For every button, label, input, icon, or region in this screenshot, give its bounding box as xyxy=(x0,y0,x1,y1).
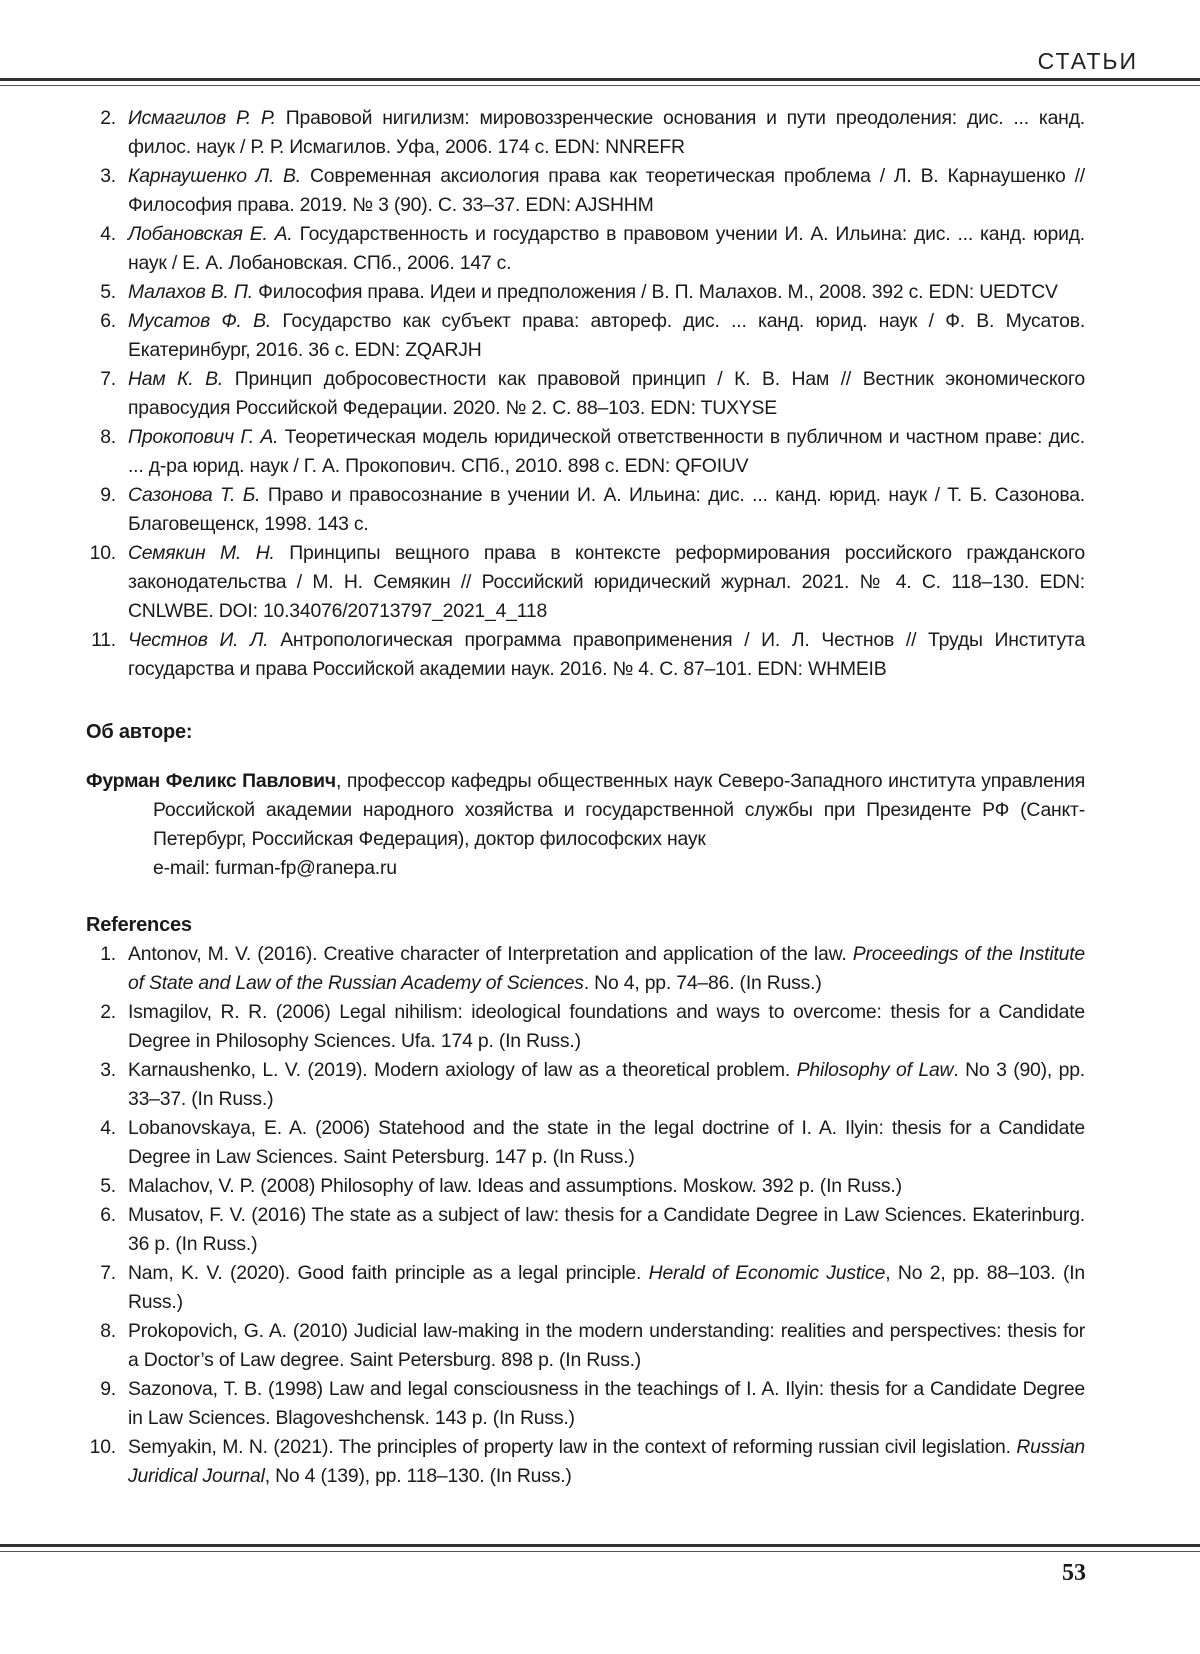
item-text: Философия права. Идеи и предположения / В. П. Малахов. М., 2008. 392 с. EDN: UEDTCV xyxy=(253,281,1058,303)
author-email: e-mail: furman-fp@ranepa.ru xyxy=(86,854,1085,883)
list-item xyxy=(86,1201,1085,1259)
item-text: Государственность и государство в правовом учении И. А. Ильина: дис. ... канд. юрид. наук / Е. А. Лобановская. СПб., 2006. 147 с. xyxy=(128,223,1085,274)
list-item xyxy=(86,307,1085,365)
item-author: Лобановская Е. А. xyxy=(128,223,293,245)
item-number: 4. xyxy=(86,1114,116,1143)
item-source: Herald of Economic Justice xyxy=(649,1262,886,1284)
item-author: Мусатов Ф. В. xyxy=(128,310,271,332)
item-source: Proceedings of the Institute of State and Law of the Russian Academy of Sciences xyxy=(128,943,1085,994)
item-text: Antonov, M. V. (2016). Creative character of Interpretation and application of the law. xyxy=(128,943,853,965)
author-description: , профессор кафедры общественных наук Северо-Западного института управления Российской академии народного хозяйства и государственной службы при Президенте РФ (Санкт-Петербург, Российская Федерация), доктор философских наук xyxy=(153,770,1085,850)
item-text: Musatov, F. V. (2016) The state as a subject of law: thesis for a Candidate Degree in Law Sciences. Ekaterinburg. 36 p. (In Russ.) xyxy=(128,1204,1085,1255)
item-number: 2. xyxy=(86,998,116,1027)
list-item xyxy=(86,220,1085,278)
item-number: 5. xyxy=(86,278,116,307)
item-author: Честнов И. Л. xyxy=(128,629,268,651)
list-item xyxy=(86,162,1085,220)
author-name: Фурман Феликс Павлович xyxy=(86,770,336,792)
item-text: Semyakin, M. N. (2021). The principles of property law in the context of reforming russian civil legislation. xyxy=(128,1436,1016,1458)
item-text: Ismagilov, R. R. (2006) Legal nihilism: ideological foundations and ways to overcome: thesis for a Candidate Degree in Philosophy Sciences. Ufa. 174 p. (In Russ.) xyxy=(128,1001,1085,1052)
item-number: 11. xyxy=(86,626,116,655)
item-source: Russian Juridical Journal xyxy=(128,1436,1085,1487)
list-item xyxy=(86,104,1085,162)
item-number: 8. xyxy=(86,1317,116,1346)
item-text: Принципы вещного права в контексте реформирования российского гражданского законодательства / М. Н. Семякин // Российский юридический журнал. 2021. № 4. С. 118–130. EDN: CNLWBE. DOI: 10.34076/20713797_2021_4_118 xyxy=(128,542,1085,622)
item-author: Нам К. В. xyxy=(128,368,223,390)
item-author: Карнаушенко Л. В. xyxy=(128,165,301,187)
item-author: Семякин М. Н. xyxy=(128,542,275,564)
item-text: Право и правосознание в учении И. А. Ильина: дис. ... канд. юрид. наук / Т. Б. Сазонова. Благовещенск, 1998. 143 с. xyxy=(128,484,1085,535)
item-text: Правовой нигилизм: мировоззренческие основания и пути преодоления: дис. ... канд. филос. наук / Р. Р. Исмагилов. Уфа, 2006. 174 с. EDN: NNREFR xyxy=(128,107,1085,158)
russian-reference-list xyxy=(86,104,1085,684)
page-number: 53 xyxy=(1062,1560,1086,1587)
item-number: 6. xyxy=(86,307,116,336)
item-number: 9. xyxy=(86,1375,116,1404)
header-rule-thick xyxy=(0,78,1200,81)
item-text: Malachov, V. P. (2008) Philosophy of law. Ideas and assumptions. Moskow. 392 p. (In Russ.) xyxy=(128,1175,902,1197)
item-text: Nam, K. V. (2020). Good faith principle as a legal principle. xyxy=(128,1262,649,1284)
item-text: Sazonova, T. B. (1998) Law and legal consciousness in the teachings of I. A. Ilyin: thesis for a Candidate Degree in Law Sciences. Blagoveshchensk. 143 p. (In Russ.) xyxy=(128,1378,1085,1429)
item-text: Теоретическая модель юридической ответственности в публичном и частном праве: дис. ... д-ра юрид. наук / Г. А. Прокопович. СПб., 2010. 898 с. EDN: QFOIUV xyxy=(128,426,1085,477)
item-text-end: , No 2, pp. 88–103. (In Russ.) xyxy=(128,1262,1085,1313)
list-item xyxy=(86,1114,1085,1172)
list-item xyxy=(86,998,1085,1056)
list-item xyxy=(86,626,1085,684)
item-number: 4. xyxy=(86,220,116,249)
item-text: Karnaushenko, L. V. (2019). Modern axiology of law as a theoretical problem. xyxy=(128,1059,797,1081)
item-number: 7. xyxy=(86,365,116,394)
item-number: 6. xyxy=(86,1201,116,1230)
list-item xyxy=(86,940,1085,998)
about-author-heading: Об авторе: xyxy=(86,718,1085,747)
item-number: 8. xyxy=(86,423,116,452)
list-item xyxy=(86,481,1085,539)
header-rule-thin xyxy=(0,85,1200,86)
list-item xyxy=(86,278,1085,307)
item-number: 3. xyxy=(86,1056,116,1085)
item-author: Сазонова Т. Б. xyxy=(128,484,260,506)
list-item xyxy=(86,1375,1085,1433)
item-text: Prokopovich, G. A. (2010) Judicial law-making in the modern understanding: realities and perspectives: thesis for a Doctor’s of Law degree. Saint Petersburg. 898 p. (In Russ.) xyxy=(128,1320,1085,1371)
item-author: Прокопович Г. А. xyxy=(128,426,278,448)
list-item xyxy=(86,1259,1085,1317)
item-number: 7. xyxy=(86,1259,116,1288)
item-source: Philosophy of Law xyxy=(797,1059,954,1081)
list-item xyxy=(86,1056,1085,1114)
footer-rule-thick xyxy=(0,1544,1200,1547)
item-number: 1. xyxy=(86,940,116,969)
references-heading: References xyxy=(86,911,1085,940)
item-number: 2. xyxy=(86,104,116,133)
item-number: 10. xyxy=(86,1433,116,1462)
english-reference-list xyxy=(86,940,1085,1491)
item-number: 3. xyxy=(86,162,116,191)
item-author: Исмагилов Р. Р. xyxy=(128,107,276,129)
item-text-end: , No 4 (139), pp. 118–130. (In Russ.) xyxy=(265,1465,572,1487)
item-text: Современная аксиология права как теоретическая проблема / Л. В. Карнаушенко // Философия права. 2019. № 3 (90). С. 33–37. EDN: AJSHHM xyxy=(128,165,1085,216)
list-item xyxy=(86,1172,1085,1201)
item-text: Lobanovskaya, E. A. (2006) Statehood and the state in the legal doctrine of I. A. Ilyin: thesis for a Candidate Degree in Law Sciences. Saint Petersburg. 147 p. (In Russ.) xyxy=(128,1117,1085,1168)
list-item xyxy=(86,1433,1085,1491)
item-number: 10. xyxy=(86,539,116,568)
item-text: Принцип добросовестности как правовой принцип / К. В. Нам // Вестник экономического правосудия Российской Федерации. 2020. № 2. С. 88–103. EDN: TUXYSE xyxy=(128,368,1085,419)
item-number: 5. xyxy=(86,1172,116,1201)
item-author: Малахов В. П. xyxy=(128,281,253,303)
item-text: Государство как субъект права: автореф. дис. ... канд. юрид. наук / Ф. В. Мусатов. Екатеринбург, 2016. 36 с. EDN: ZQARJH xyxy=(128,310,1085,361)
author-info xyxy=(86,767,1085,854)
page-content xyxy=(86,104,1085,1491)
item-text-end: . No 4, pp. 74–86. (In Russ.) xyxy=(584,972,822,994)
item-text-end: . No 3 (90), pp. 33–37. (In Russ.) xyxy=(128,1059,1085,1110)
running-head: СТАТЬИ xyxy=(1038,48,1138,75)
item-text: Антропологическая программа правоприменения / И. Л. Честнов // Труды Института государства и права Российской академии наук. 2016. № 4. С. 87–101. EDN: WHMEIB xyxy=(128,629,1085,680)
list-item xyxy=(86,1317,1085,1375)
item-number: 9. xyxy=(86,481,116,510)
list-item xyxy=(86,365,1085,423)
list-item xyxy=(86,423,1085,481)
footer-rule-thin xyxy=(0,1551,1200,1552)
list-item xyxy=(86,539,1085,626)
